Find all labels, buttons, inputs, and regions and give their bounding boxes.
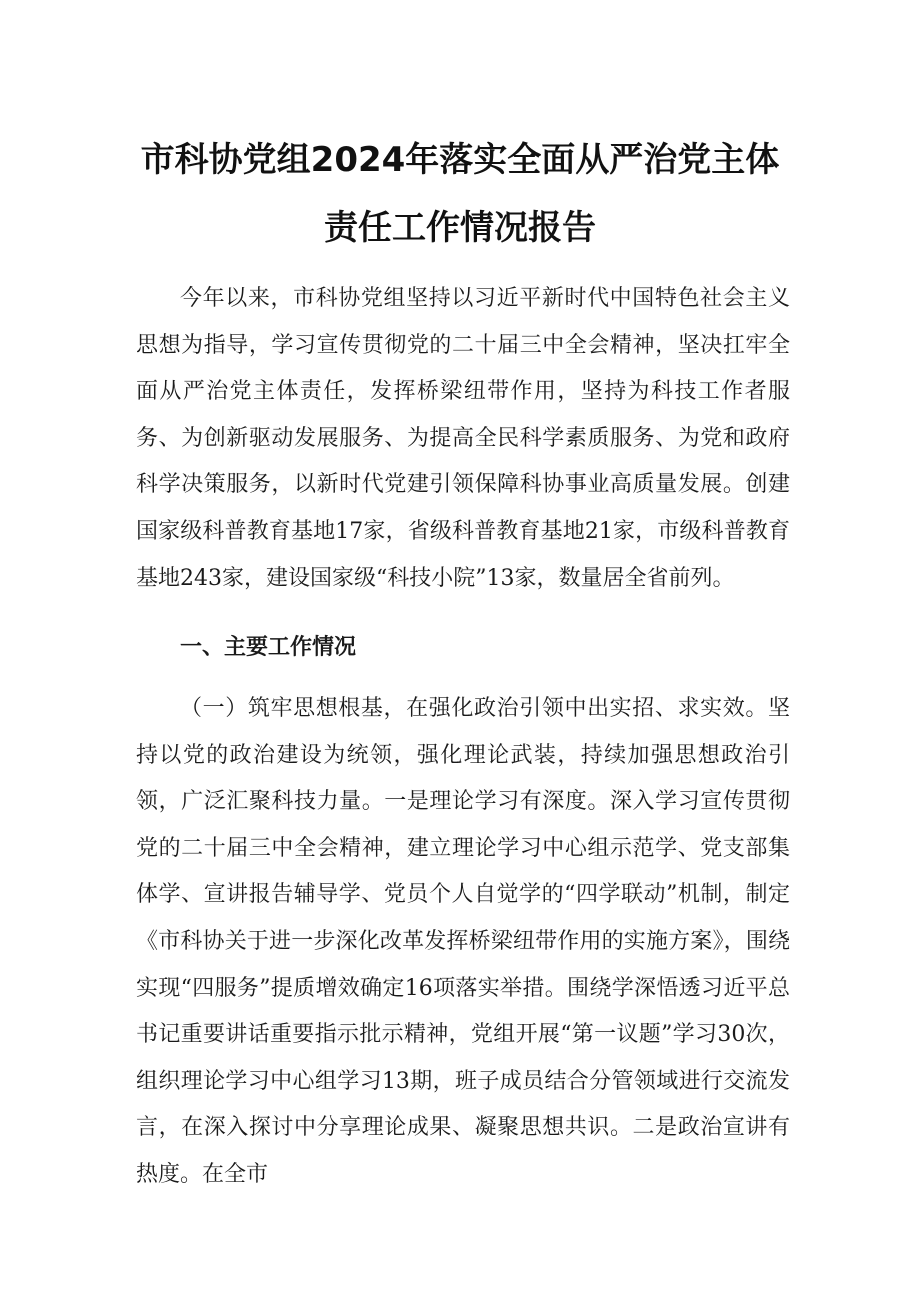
document-title-line-2: 责任工作情况报告 — [324, 208, 596, 248]
section-heading-block — [136, 624, 790, 671]
document-title-line-1: 市科协党组2024年落实全面从严治党主体 — [140, 140, 780, 180]
intro-paragraph-block — [136, 276, 790, 602]
section-paragraph-block — [136, 686, 790, 1199]
section-heading: 一、主要工作情况 — [180, 634, 357, 660]
intro-paragraph: 今年以来，市科协党组坚持以习近平新时代中国特色社会主义思想为指导，学习宣传贯彻党的二十届三中全会精神，坚决扛牢全面从严治党主体责任，发挥桥梁纽带作用，坚持为科技工作者服务、为创新驱动发展服务、为提高全民科学素质服务、为党和政府科学决策服务，以新时代党建引领保障科协事业高质量发展。创建国家级科普教育基地17家，省级科普教育基地21家，市级科普教育基地243家，建设国家级“科技小院”13家，数量居全省前列。 — [136, 286, 790, 591]
section-paragraph: （一）筑牢思想根基，在强化政治引领中出实招、求实效。坚持以党的政治建设为统领，强化理论武装，持续加强思想政治引领，广泛汇聚科技力量。一是理论学习有深度。深入学习宣传贯彻党的二十届三中全会精神，建立理论学习中心组示范学、党支部集体学、宣讲报告辅导学、党员个人自觉学的“四学联动”机制，制定《市科协关于进一步深化改革发挥桥梁纽带作用的实施方案》，围绕实现“四服务”提质增效确定16项落实举措。围绕学深悟透习近平总书记重要讲话重要指示批示精神，党组开展“第一议题”学习30次，组织理论学习中心组学习13期，班子成员结合分管领域进行交流发言，在深入探讨中分享理论成果、凝聚思想共识。二是政治宣讲有热度。在全市 — [136, 696, 790, 1187]
